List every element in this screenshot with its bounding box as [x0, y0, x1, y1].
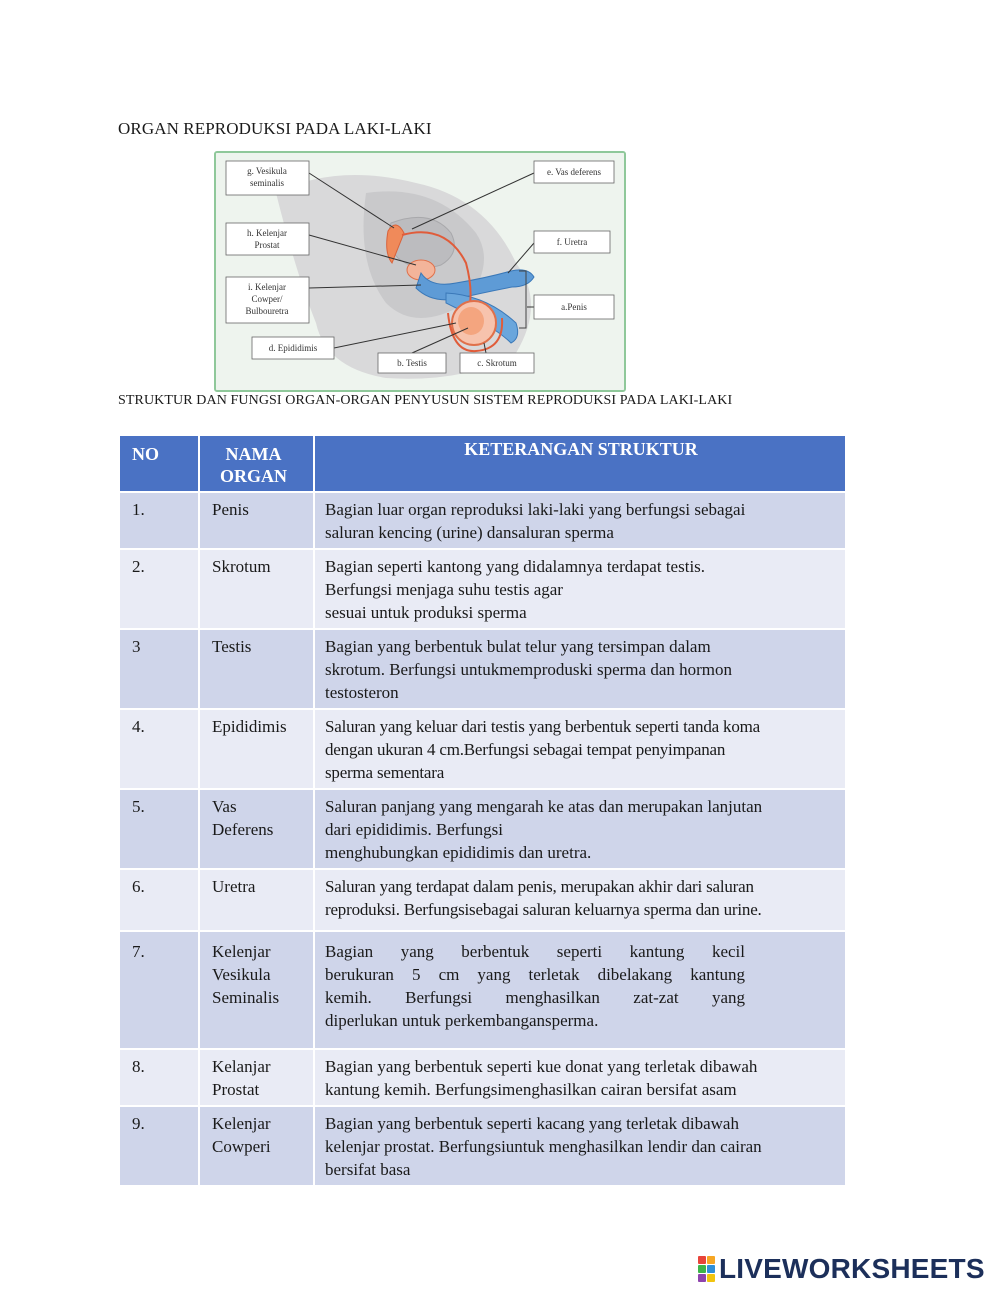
brand-blocks-icon: [698, 1256, 715, 1282]
row-desc: Bagian luar organ reproduksi laki-laki yang berfungsi sebagai saluran kencing (urine) dansaluran sperma: [314, 492, 846, 549]
table-row: [119, 789, 846, 869]
table-row: [119, 869, 846, 931]
table-row: [119, 1106, 846, 1186]
row-no: 4.: [119, 709, 199, 789]
label-prostat-2: Prostat: [254, 240, 280, 250]
brand-block: [707, 1274, 715, 1282]
brand-block: [698, 1256, 706, 1264]
row-desc: Bagian yang berbentuk seperti kantung kecil berukuran 5 cm yang terletak dibelakang kantung kemih. Berfungsi menghasilkan zat-zat yang diperlukan untuk perkembangansperma.: [314, 931, 846, 1049]
brand-block: [707, 1265, 715, 1273]
header-no: NO: [119, 435, 199, 492]
row-organ: Epididimis: [199, 709, 314, 789]
label-prostat-1: h. Kelenjar: [247, 228, 287, 238]
liveworksheets-logo: [698, 1252, 985, 1286]
row-desc: Saluran yang keluar dari testis yang berbentuk seperti tanda koma dengan ukuran 4 cm.Berfungsi sebagai tempat penyimpanan sperma sementara: [314, 709, 846, 789]
brand-name: LIVEWORKSHEETS: [719, 1253, 985, 1284]
label-vesikula-1: g. Vesikula: [247, 166, 287, 176]
row-desc: Bagian seperti kantong yang didalamnya terdapat testis. Berfungsi menjaga suhu testis agar sesuai untuk produksi sperma: [314, 549, 846, 629]
reproductive-organ-diagram: [214, 151, 626, 392]
label-penis: a.Penis: [561, 302, 587, 312]
diagram-svg: [216, 153, 624, 390]
row-no: 3: [119, 629, 199, 709]
row-desc: Bagian yang berbentuk seperti kacang yang terletak dibawah kelenjar prostat. Berfungsiuntuk menghasilkan lendir dan cairan bersifat basa: [314, 1106, 846, 1186]
row-organ: Kelanjar Prostat: [199, 1049, 314, 1106]
label-testis: b. Testis: [397, 358, 427, 368]
organ-table: [118, 434, 847, 1187]
table-row: [119, 931, 846, 1049]
table-row: [119, 492, 846, 549]
brand-block: [698, 1265, 706, 1273]
table-row: [119, 629, 846, 709]
brand-block: [707, 1256, 715, 1264]
label-cowper-1: i. Kelenjar: [248, 282, 286, 292]
table-row: [119, 549, 846, 629]
label-cowper-3: Bulbouretra: [245, 306, 289, 316]
row-no: 9.: [119, 1106, 199, 1186]
row-no: 1.: [119, 492, 199, 549]
row-no: 2.: [119, 549, 199, 629]
label-uretra: f. Uretra: [556, 237, 588, 247]
label-vas-deferens: e. Vas deferens: [546, 167, 602, 177]
row-organ: Kelenjar Cowperi: [199, 1106, 314, 1186]
table-header-row: [119, 435, 846, 492]
brand-block: [698, 1274, 706, 1282]
row-organ: Uretra: [199, 869, 314, 931]
row-organ: Skrotum: [199, 549, 314, 629]
row-desc: Saluran panjang yang mengarah ke atas dan merupakan lanjutan dari epididimis. Berfungsi menghubungkan epididimis dan uretra.: [314, 789, 846, 869]
header-nama-organ: NAMA ORGAN: [199, 435, 314, 492]
page-title: ORGAN REPRODUKSI PADA LAKI-LAKI: [118, 119, 432, 138]
header-keterangan: KETERANGAN STRUKTUR: [314, 435, 846, 492]
row-desc: Bagian yang berbentuk bulat telur yang tersimpan dalam skrotum. Berfungsi untukmemproduski sperma dan hormon testosteron: [314, 629, 846, 709]
row-organ: Testis: [199, 629, 314, 709]
label-skrotum: c. Skrotum: [477, 358, 517, 368]
row-no: 6.: [119, 869, 199, 931]
label-vesikula-2: seminalis: [250, 178, 284, 188]
row-no: 8.: [119, 1049, 199, 1106]
row-desc: Bagian yang berbentuk seperti kue donat yang terletak dibawah kantung kemih. Berfungsimenghasilkan cairan bersifat asam: [314, 1049, 846, 1106]
label-epididimis: d. Epididimis: [268, 343, 318, 353]
row-no: 7.: [119, 931, 199, 1049]
row-organ: Penis: [199, 492, 314, 549]
table-row: [119, 709, 846, 789]
label-cowper-2: Cowper/: [251, 294, 283, 304]
table-row: [119, 1049, 846, 1106]
section-subtitle: STRUKTUR DAN FUNGSI ORGAN-ORGAN PENYUSUN SISTEM REPRODUKSI PADA LAKI-LAKI: [118, 393, 733, 408]
row-desc: Saluran yang terdapat dalam penis, merupakan akhir dari saluran reproduksi. Berfungsisebagai saluran keluarnya sperma dan urine.: [314, 869, 846, 931]
row-no: 5.: [119, 789, 199, 869]
row-organ: Kelenjar Vesikula Seminalis: [199, 931, 314, 1049]
row-organ: Vas Deferens: [199, 789, 314, 869]
